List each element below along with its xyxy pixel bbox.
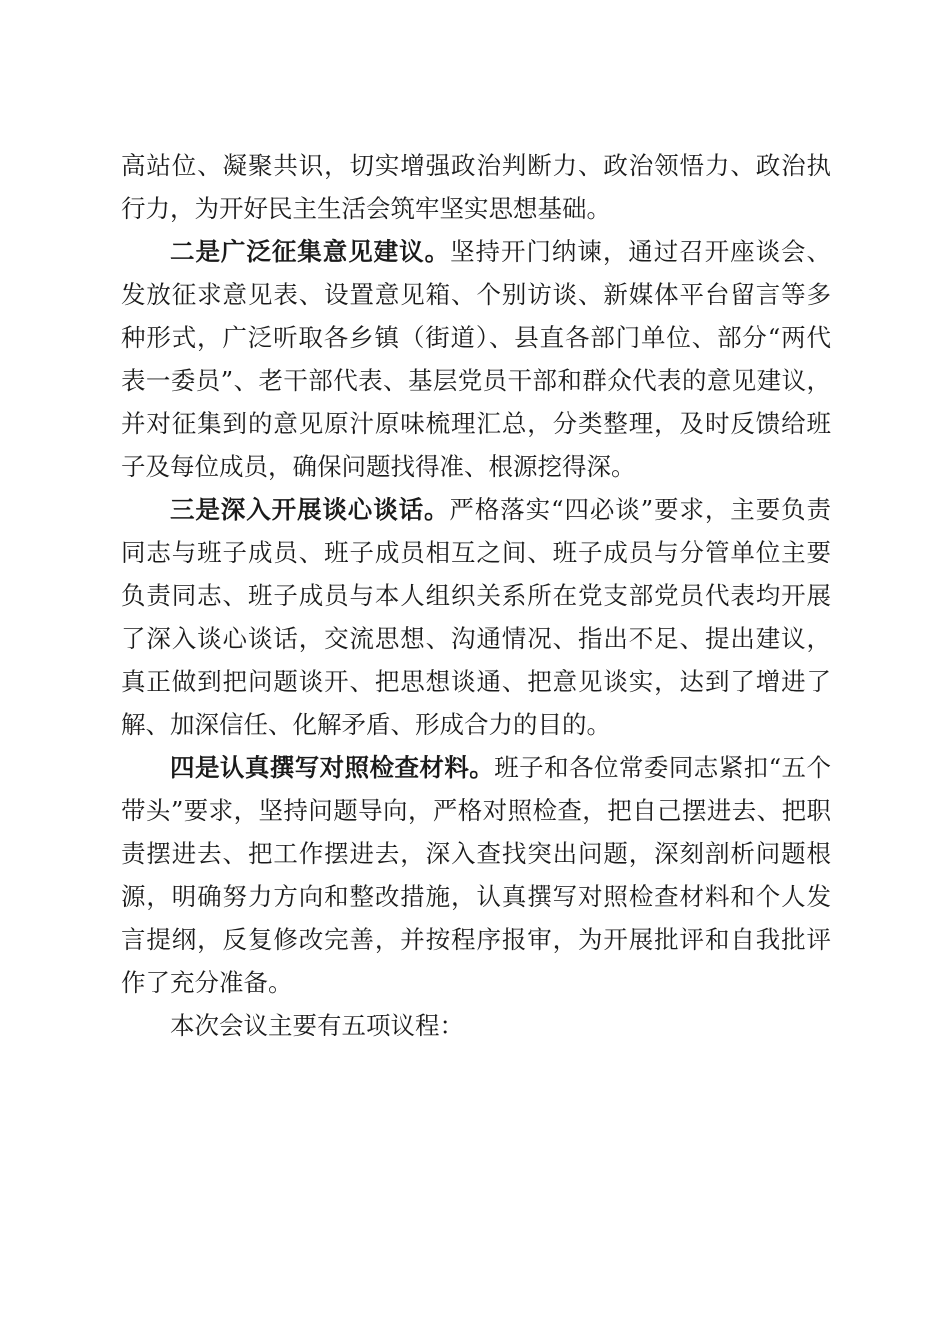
paragraph-lead: 二是广泛征集意见建议。 — [170, 237, 451, 266]
paragraph-lead: 四是认真撰写对照检查材料。 — [170, 753, 495, 782]
paragraph-text: 严格落实“四必谈”要求，主要负责同志与班子成员、班子成员相互之间、班子成员与分管单位主要负责同志、班子成员与本人组织关系所在党支部党员代表均开展了深入谈心谈话，交流思想、沟通情况、指出不足、提出建议，真正做到把问题谈开、把思想谈通、把意见谈实，达到了增进了解、加深信任、化解矛盾、形成合力的目的。 — [121, 495, 831, 739]
paragraph-continuation — [121, 144, 831, 230]
paragraph-heart-to-heart-talks — [121, 488, 831, 746]
paragraph-opinion-collection — [121, 230, 831, 488]
paragraph-text: 本次会议主要有五项议程： — [170, 1011, 464, 1040]
paragraph-text: 高站位、凝聚共识，切实增强政治判断力、政治领悟力、政治执行力，为开好民主生活会筑牢坚实思想基础。 — [121, 151, 831, 223]
paragraph-lead: 三是深入开展谈心谈话。 — [170, 495, 450, 524]
document-body — [121, 144, 831, 1047]
paragraph-text: 坚持开门纳谏，通过召开座谈会、发放征求意见表、设置意见箱、个别访谈、新媒体平台留言等多种形式，广泛听取各乡镇（街道）、县直各部门单位、部分“两代表一委员”、老干部代表、基层党员干部和群众代表的意见建议，并对征集到的意见原汁原味梳理汇总，分类整理，及时反馈给班子及每位成员，确保问题找得准、根源挖得深。 — [121, 237, 832, 481]
paragraph-self-examination-materials — [121, 746, 831, 1004]
paragraph-agenda-intro — [121, 1004, 831, 1047]
paragraph-text: 班子和各位常委同志紧扣“五个带头”要求，坚持问题导向，严格对照检查，把自己摆进去、把职责摆进去、把工作摆进去，深入查找突出问题，深刻剖析问题根源，明确努力方向和整改措施，认真撰写对照检查材料和个人发言提纲，反复修改完善，并按程序报审，为开展批评和自我批评作了充分准备。 — [121, 753, 831, 997]
